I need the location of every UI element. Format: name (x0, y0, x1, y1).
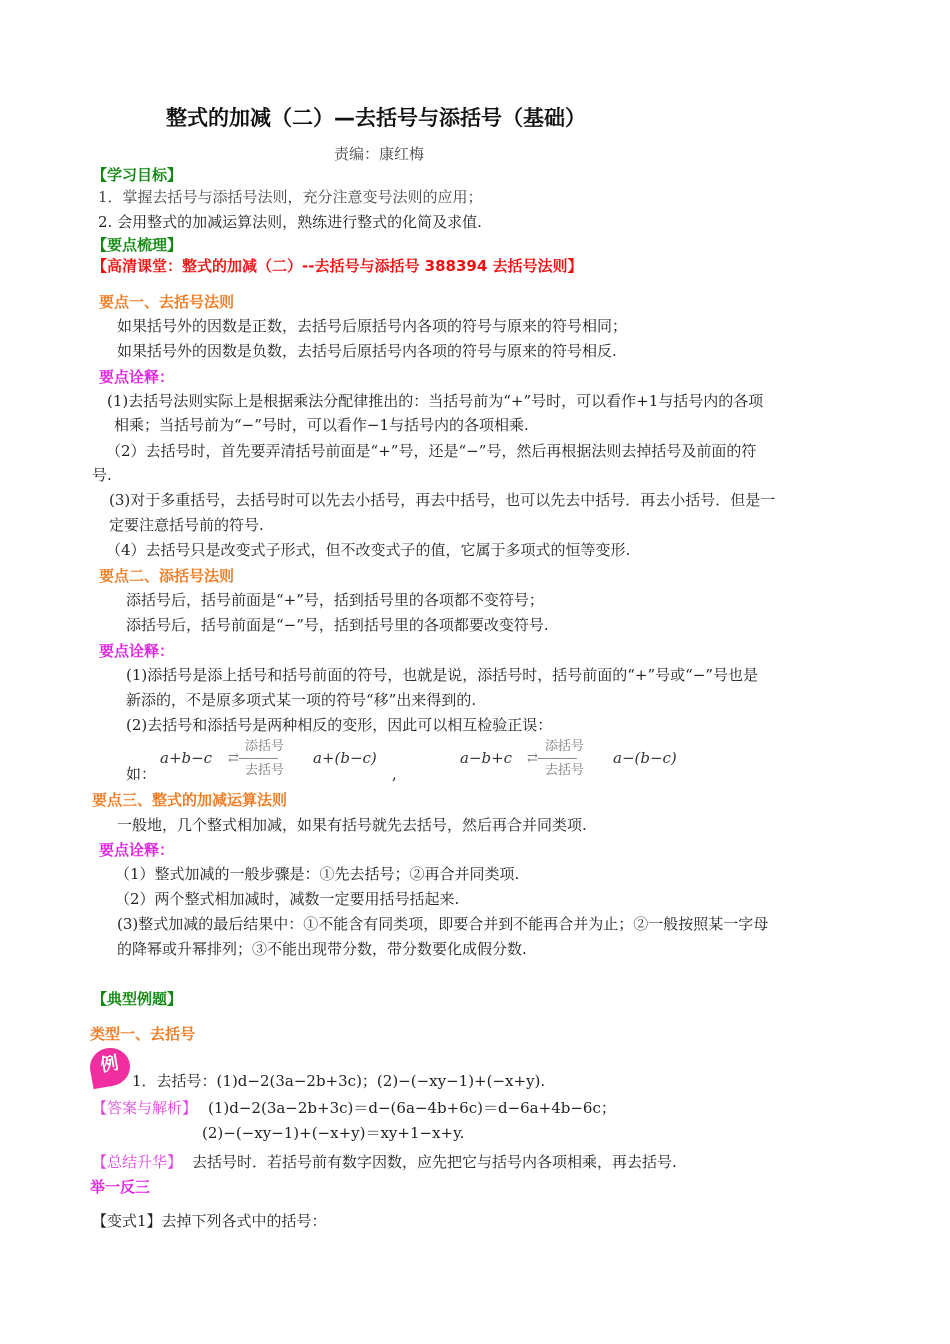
note-line: 相乘；当括号前为“−”号时，可以看作−1与括号内的各项相乘. (114, 416, 529, 434)
comma: , (392, 765, 397, 783)
point3-heading: 要点三、整式的加减运算法则 (92, 791, 288, 809)
note-heading: 要点诠释： (99, 368, 175, 386)
arrow-label-top: 添括号 (545, 739, 585, 754)
double-arrow-icon: ⇄――― (527, 751, 577, 766)
goals-heading: 【学习目标】 (92, 166, 183, 184)
note-line: 的降幂或升幂排列；③不能出现带分数，带分数要化成假分数. (117, 940, 527, 958)
note-line: (1)去括号法则实际上是根据乘法分配律推出的：当括号前为“+”号时，可以看作+1与括号内的各项 (107, 392, 764, 410)
paragraph: 如果括号外的因数是正数，去括号后原括号内各项的符号与原来的符号相同； (117, 317, 628, 335)
arrow-label-bottom: 去括号 (245, 763, 285, 778)
example-prefix: 如： (126, 765, 157, 783)
note-line: (3)对于多重括号，去括号时可以先去小括号，再去中括号，也可以先去中括号．再去小括号．但是一 (109, 491, 776, 509)
paragraph: 一般地，几个整式相加减，如果有括号就先去括号，然后再合并同类项. (117, 816, 587, 834)
point2-heading: 要点二、添括号法则 (99, 567, 235, 585)
note-line: (2)去括号和添括号是两种相反的变形，因此可以相互检验正误： (126, 716, 553, 734)
formula: a+b−c (160, 749, 213, 767)
arrow-label-top: 添括号 (245, 739, 285, 754)
note-line: （2）去括号时，首先要弄清括号前面是“+”号，还是“−”号，然后再根据法则去掉括号及前面的符 (106, 442, 757, 460)
formula: a−(b−c) (613, 749, 677, 767)
goal-item: 1．掌握去括号与添括号法则，充分注意变号法则的应用； (98, 188, 483, 206)
note-line: 新添的，不是原多项式某一项的符号“移”出来得到的. (126, 691, 477, 709)
arrow-label-bottom: 去括号 (545, 763, 585, 778)
paragraph: 添括号后，括号前面是“−”号，括到括号里的各项都要改变符号. (126, 616, 549, 634)
answer-line: (2)−(−xy−1)+(−x+y)＝xy+1−x+y. (202, 1124, 465, 1142)
type1-heading: 类型一、去括号 (90, 1025, 196, 1043)
note-line: 定要注意括号前的符号. (109, 516, 264, 534)
variant-heading: 【变式1】去掉下列各式中的括号： (92, 1212, 327, 1230)
note-line: (1)添括号是添上括号和括号前面的符号，也就是说，添括号时，括号前面的“+”号或“−”号也是 (126, 666, 759, 684)
formula: a+(b−c) (313, 749, 377, 767)
hd-class-link[interactable]: 【高清课堂：整式的加减（二）--去括号与添括号 388394 去括号法则】 (92, 257, 583, 275)
note-line: （4）去括号只是改变式子形式，但不改变式子的值，它属于多项式的恒等变形. (106, 541, 631, 559)
page-title: 整式的加减（二）—去括号与添括号（基础） (166, 106, 586, 130)
summary-heading: 【要点梳理】 (92, 236, 183, 254)
note-line: （2）两个整式相加减时，减数一定要用括号括起来. (115, 890, 460, 908)
practice-heading: 举一反三 (90, 1178, 151, 1196)
note-line: （1）整式加减的一般步骤是：①先去括号；②再合并同类项. (115, 865, 520, 883)
examples-heading: 【典型例题】 (92, 990, 183, 1008)
paragraph: 添括号后，括号前面是“+”号，括到括号里的各项都不变符号； (126, 591, 544, 609)
note-line: 号. (92, 466, 112, 484)
summary-label: 【总结升华】 (92, 1153, 183, 1171)
answer-line: (1)d−2(3a−2b+3c)＝d−(6a−4b+6c)＝d−6a+4b−6c； (208, 1099, 616, 1117)
goal-item: 2. 会用整式的加减运算法则，熟练进行整式的化简及求值. (98, 213, 482, 231)
note-line: (3)整式加减的最后结果中：①不能含有同类项，即要合并到不能再合并为止；②一般按照某一字母 (117, 915, 769, 933)
note-heading: 要点诠释： (99, 841, 175, 859)
example-badge-icon: 例 (87, 1045, 133, 1089)
point1-heading: 要点一、去括号法则 (99, 293, 235, 311)
editor: 责编：康红梅 (334, 145, 425, 163)
summary-text: 去括号时．若括号前有数字因数，应先把它与括号内各项相乘，再去括号. (192, 1153, 677, 1171)
answer-label: 【答案与解析】 (92, 1099, 198, 1117)
paragraph: 如果括号外的因数是负数，去括号后原括号内各项的符号与原来的符号相反. (117, 342, 617, 360)
double-arrow-icon: ⇄――― (228, 751, 278, 766)
formula: a−b+c (460, 749, 513, 767)
example-question: 1．去括号：(1)d−2(3a−2b+3c)；(2)−(−xy−1)+(−x+y). (132, 1072, 546, 1090)
note-heading: 要点诠释： (99, 642, 175, 660)
